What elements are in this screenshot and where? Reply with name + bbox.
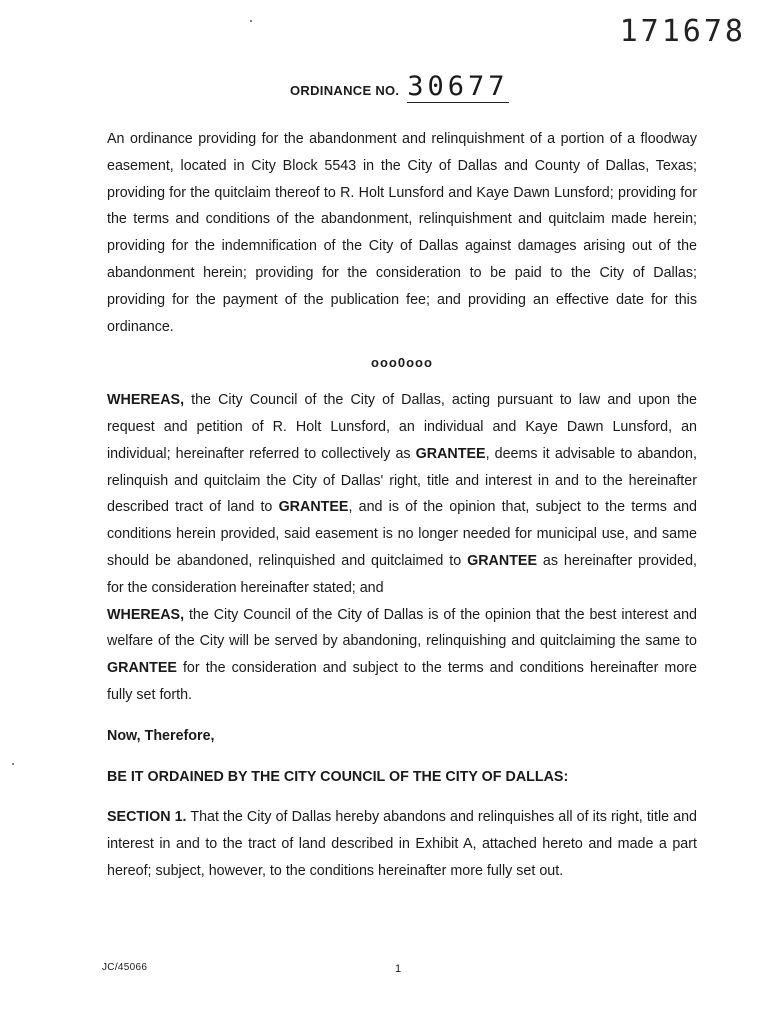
whereas-text: , deems it advisable to abandon, relinquish and quitclaim the City of Dallas' right, title and interest in and to the hereinafter described tract of land to (107, 445, 697, 516)
whereas-text: for the consideration and subject to the terms and conditions hereinafter more fully set forth. (107, 660, 697, 703)
therefore-clause: Now, Therefore, (107, 727, 215, 744)
ordinance-number: 30677 (407, 71, 509, 102)
section-1-text: That the City of Dallas hereby abandons and relinquishes all of its right, title and interest in and to the tract of land described in Exhibit A, attached hereto and made a part hereof; subject, however, to the conditions hereinafter more fully set out. (107, 809, 697, 879)
whereas-text: as hereinafter provided, for the consideration hereinafter stated; and (107, 552, 697, 596)
file-stamp-number: 171678 (619, 14, 746, 49)
ordinance-label: ORDINANCE NO. (290, 83, 400, 98)
whereas-text: , and is of the opinion that, subject to the terms and conditions herein provided, said easement is no longer needed for municipal use, and same should be abandoned, relinquished and quitclaimed to (107, 499, 697, 569)
scan-speck (12, 763, 14, 765)
footer-document-id: JC/45066 (102, 962, 148, 973)
document-body (107, 126, 697, 885)
ordained-clause: BE IT ORDAINED BY THE CITY COUNCIL OF THE CITY OF DALLAS: (107, 768, 569, 785)
whereas-lead: WHEREAS, (107, 606, 185, 623)
section-1-paragraph (107, 804, 697, 884)
whereas-text: the City Council of the City of Dallas, acting pursuant to law and upon the request and petition of R. Holt Lunsford, an individual and Kaye Dawn Lunsford, an individual; hereinafter referred to collectively as (107, 392, 697, 462)
grantee-term: GRANTEE (107, 660, 177, 677)
whereas-paragraph-2 (107, 602, 697, 709)
grantee-term: GRANTEE (467, 552, 538, 569)
grantee-term: GRANTEE (278, 499, 349, 516)
whereas-paragraph-1 (107, 387, 697, 601)
whereas-text: the City Council of the City of Dallas is of the opinion that the best interest and welfare of the City will be served by abandoning, relinquishing and quitclaiming the same to (107, 606, 697, 650)
footer-page-number: 1 (395, 963, 402, 975)
section-1-lead: SECTION 1. (107, 809, 187, 826)
grantee-term: GRANTEE (415, 445, 486, 462)
whereas-lead: WHEREAS, (107, 392, 185, 409)
caption-paragraph: An ordinance providing for the abandonment and relinquishment of a portion of a floodway easement, located in City Block 5543 in the City of Dallas and County of Dallas, Texas; providing for the quitclaim thereof to R. Holt Lunsford and Kaye Dawn Lunsford; providing for the terms and conditions of the abandonment, relinquishment and quitclaim made herein; providing for the indemnification of the City of Dallas against damages arising out of the abandonment herein; providing for the consideration to be paid to the City of Dallas; providing for the payment of the publication fee; and providing an effective date for this ordinance. (107, 131, 697, 335)
ordinance-header (290, 72, 509, 103)
scan-speck (250, 20, 252, 22)
section-separator: ooo0ooo (371, 355, 433, 371)
